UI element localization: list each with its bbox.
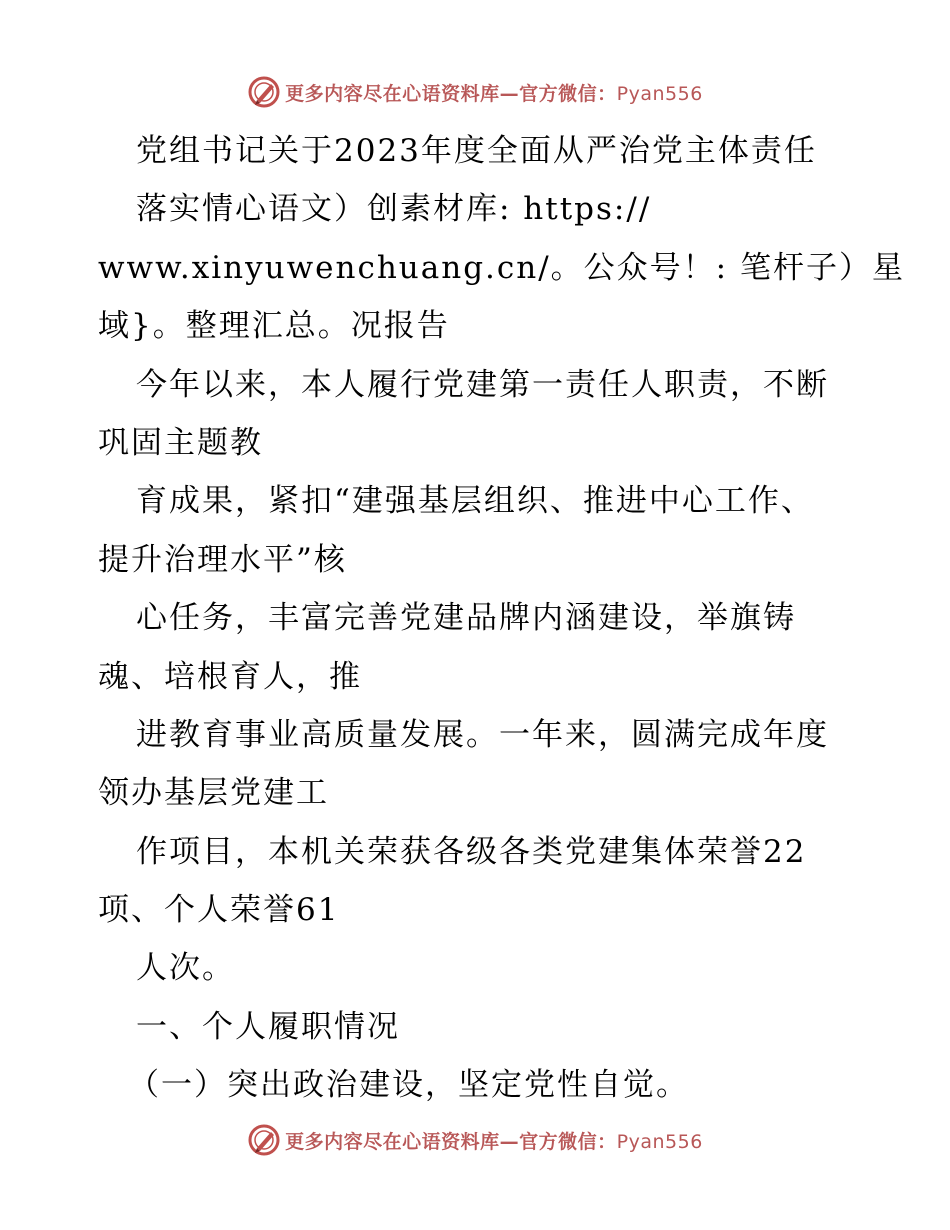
section-heading: 一、个人履职情况 [136, 1008, 400, 1045]
paragraph-line: 魂、培根育人，推 [98, 658, 362, 695]
paragraph-line: 今年以来，本人履行党建第一责任人职责，不断 [136, 366, 829, 403]
header-banner [0, 72, 950, 112]
title-line-1: 党组书记关于2023年度全面从严治党主体责任 [136, 133, 817, 169]
paragraph-line: 作项目，本机关荣获各级各类党建集体荣誉22 [136, 833, 807, 870]
subsection-heading: （一）突出政治建设，坚定党性自觉。 [128, 1067, 689, 1104]
document-body [98, 122, 905, 1115]
footer-banner [0, 1120, 950, 1160]
title-line-3: www.xinyuwenchuang.cn/。公众号！: 笔杆子）星 [98, 249, 905, 286]
paragraph-line: 提升治理水平”核 [98, 541, 347, 578]
pen-logo-icon [247, 75, 281, 109]
title-line-2: 落实情心语文）创素材库: https:// [136, 191, 652, 228]
paragraph-line: 进教育事业高质量发展。一年来，圆满完成年度 [136, 716, 829, 753]
paragraph-line: 心任务，丰富完善党建品牌内涵建设，举旗铸 [136, 600, 796, 637]
paragraph-line: 巩固主题教 [98, 424, 263, 461]
header-banner-text: 更多内容尽在心语资料库—官方微信：Pyan556 [285, 82, 703, 105]
paragraph-line: 人次。 [136, 950, 235, 987]
title-line-4: 域}。整理汇总。况报告 [98, 308, 450, 345]
paragraph-line: 育成果，紧扣“建强基层组织、推进中心工作、 [136, 483, 814, 520]
paragraph-line: 领办基层党建工 [98, 775, 329, 812]
footer-banner-text: 更多内容尽在心语资料库—官方微信：Pyan556 [285, 1130, 703, 1153]
paragraph-line: 项、个人荣誉61 [98, 892, 340, 929]
pen-logo-icon [247, 1123, 281, 1157]
